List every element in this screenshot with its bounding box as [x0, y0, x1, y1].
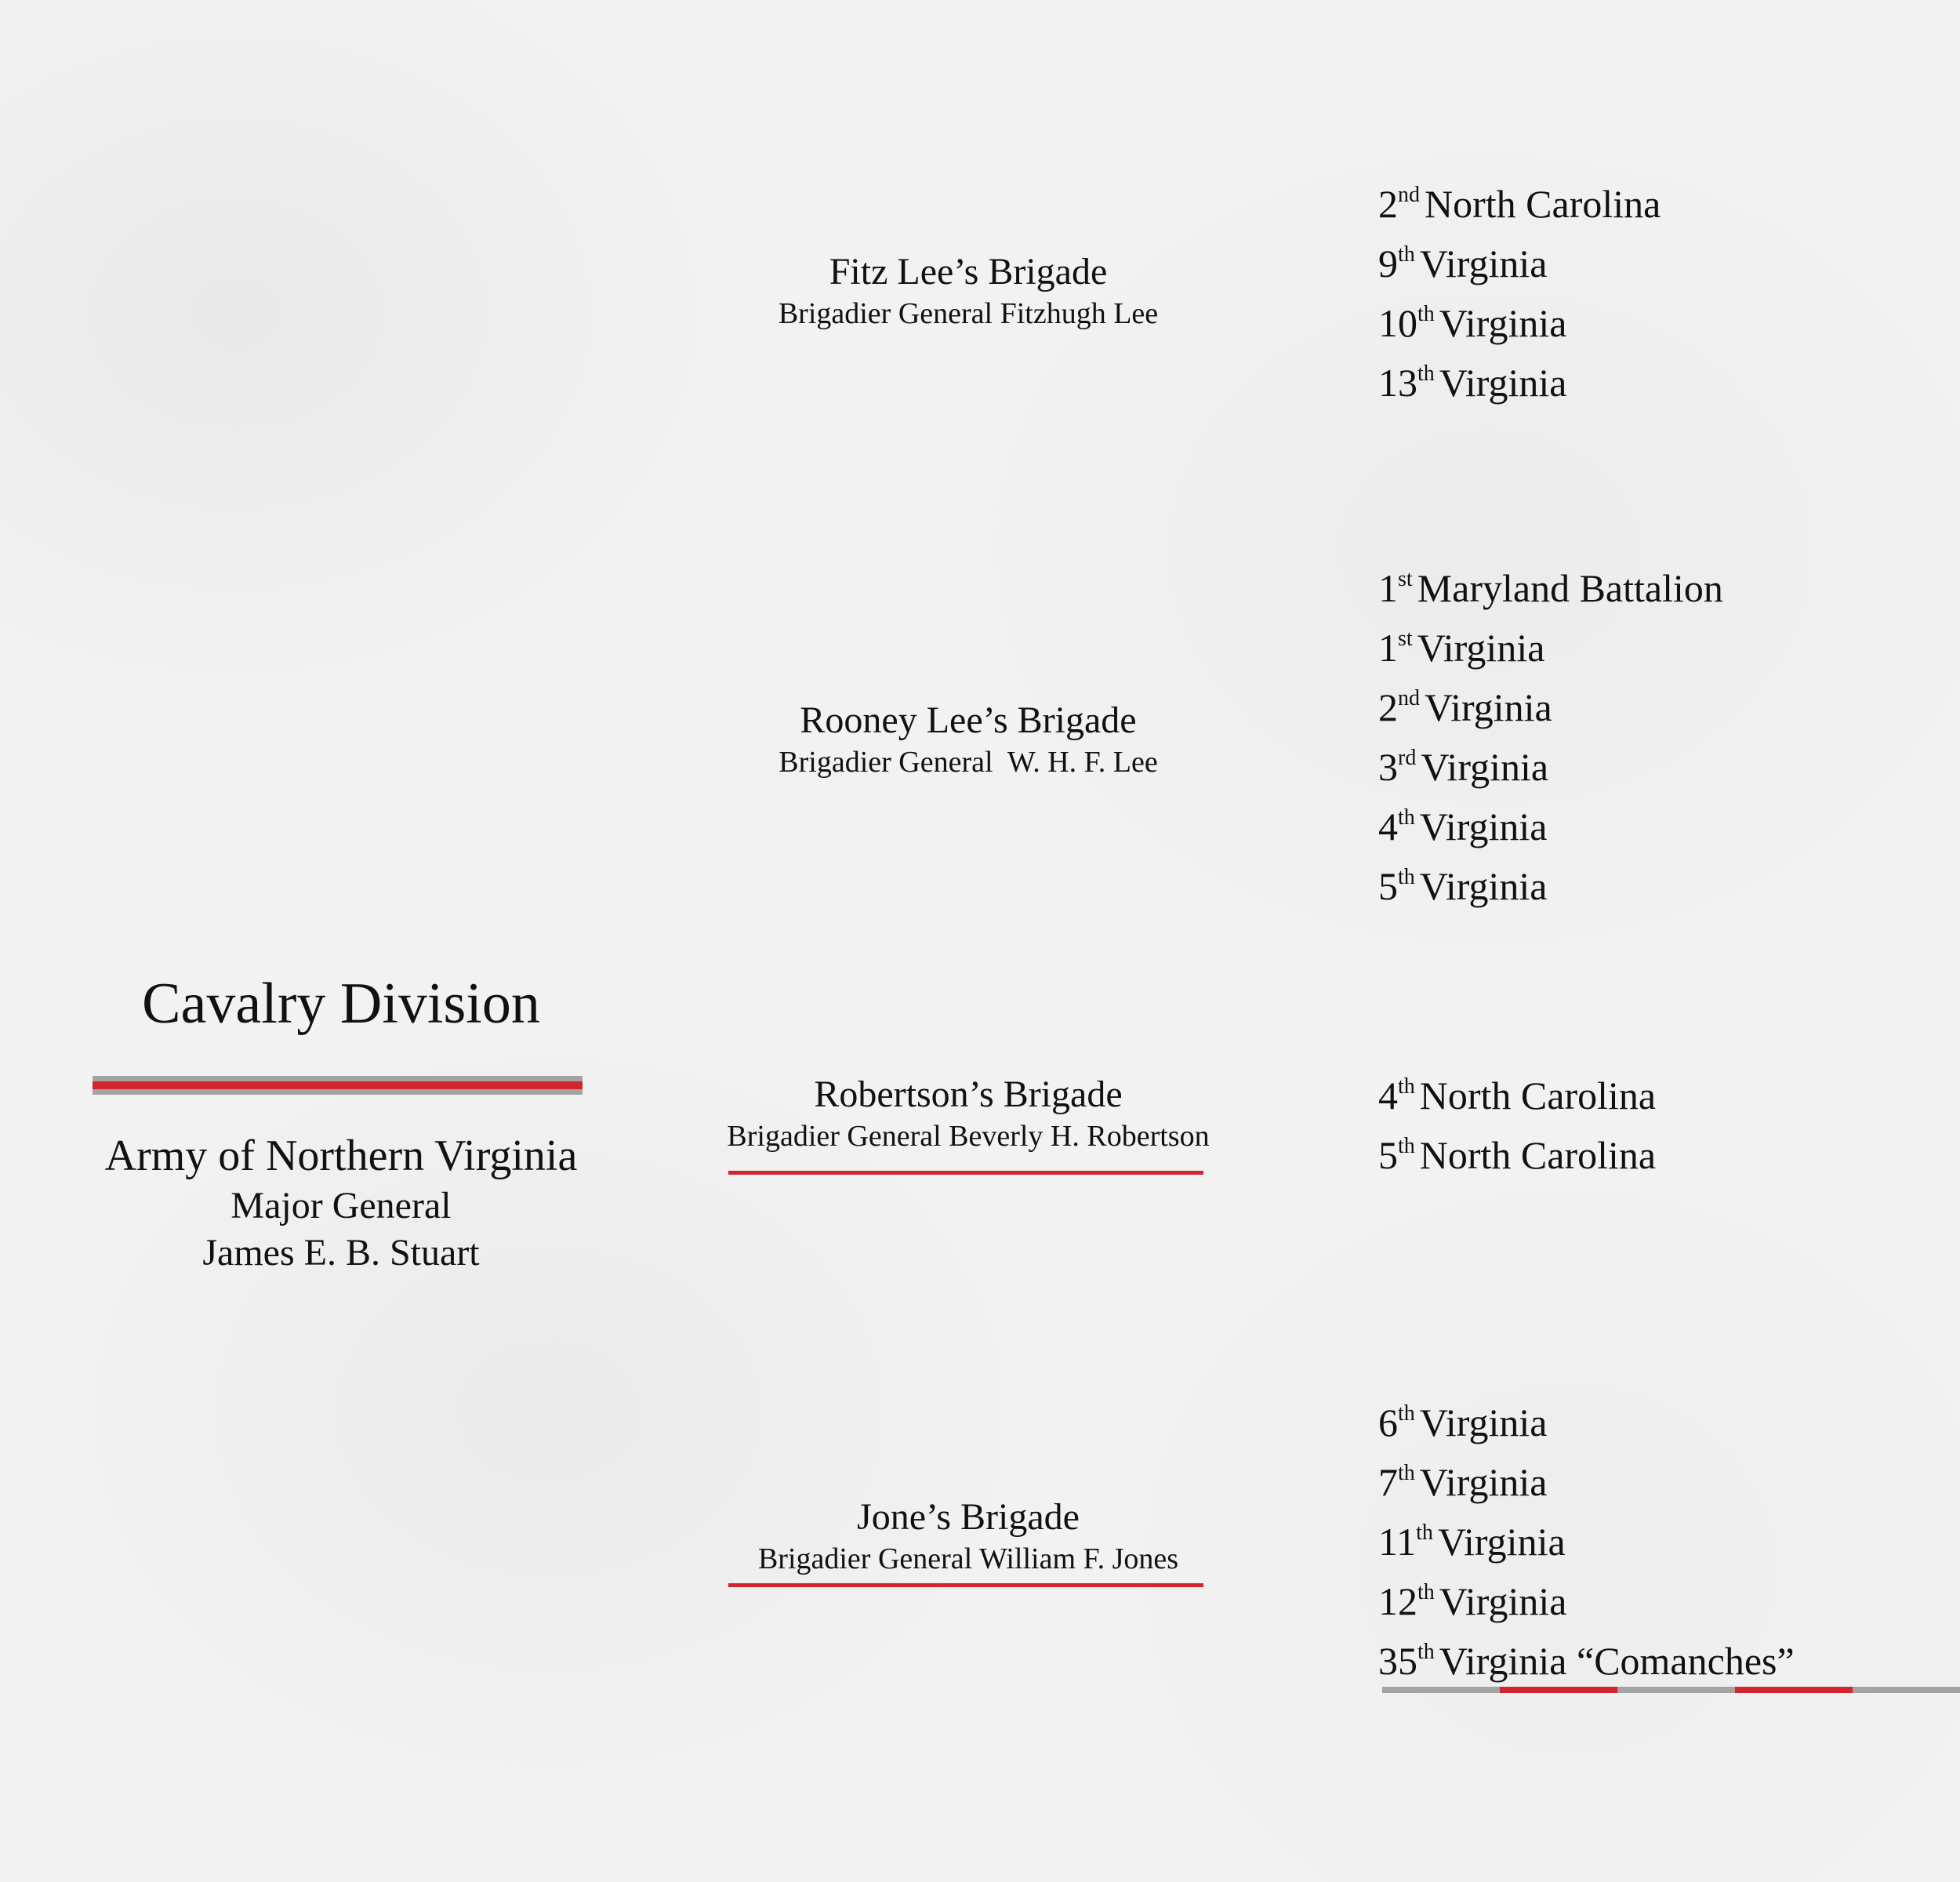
brigade-name: Rooney Lee’s Brigade — [800, 699, 1137, 741]
regiment-item: 7th Virginia — [1378, 1460, 1548, 1504]
brigade-underline — [728, 1171, 1203, 1175]
regiment-item: 12th Virginia — [1378, 1579, 1567, 1623]
regiment-item: 6th Virginia — [1378, 1401, 1548, 1444]
brigade-jones — [655, 1495, 1282, 1578]
division-commander-rank: Major General — [230, 1185, 452, 1226]
brigade-name: Robertson’s Brigade — [814, 1074, 1123, 1115]
bottom-accent-rule — [1382, 1687, 1960, 1693]
regiment-item: 3rd Virginia — [1378, 745, 1549, 789]
regiment-item: 1st Maryland Battalion — [1378, 566, 1723, 610]
regiment-item: 1st Virginia — [1378, 626, 1545, 670]
regiment-item: 2nd North Carolina — [1378, 182, 1661, 226]
regiment-item: 10th Virginia — [1378, 301, 1567, 345]
brigade-commander: Brigadier General Fitzhugh Lee — [778, 297, 1159, 330]
regiment-list-robertson — [1378, 1066, 1958, 1185]
brigade-rooney-lee — [655, 698, 1282, 781]
brigade-commander: Brigadier General William F. Jones — [757, 1542, 1179, 1575]
regiment-list-fitz-lee — [1378, 174, 1958, 412]
brigade-commander: Brigadier General Beverly H. Robertson — [727, 1120, 1210, 1153]
division-commander-name: James E. B. Stuart — [202, 1232, 480, 1273]
division-title: Cavalry Division — [142, 972, 540, 1036]
brigade-fitz-lee — [655, 249, 1282, 332]
regiment-item: 11th Virginia — [1378, 1520, 1566, 1564]
brigade-commander: Brigadier General W. H. F. Lee — [779, 746, 1158, 779]
brigade-name: Fitz Lee’s Brigade — [829, 251, 1108, 292]
regiment-list-rooney-lee — [1378, 558, 1958, 916]
brigade-robertson — [655, 1072, 1282, 1155]
army-name: Army of Northern Virginia — [104, 1132, 578, 1180]
regiment-list-jones — [1378, 1393, 1958, 1691]
regiment-item: 4th Virginia — [1378, 805, 1548, 848]
regiment-item: 13th Virginia — [1378, 361, 1567, 405]
division-divider — [93, 1076, 583, 1095]
regiment-item: 9th Virginia — [1378, 242, 1548, 285]
regiment-item: 4th North Carolina — [1378, 1074, 1657, 1117]
regiment-item: 2nd Virginia — [1378, 685, 1552, 729]
regiment-item: 35th Virginia “Comanches” — [1378, 1639, 1795, 1683]
brigade-underline — [728, 1583, 1203, 1587]
regiment-item: 5th Virginia — [1378, 864, 1548, 908]
regiment-item: 5th North Carolina — [1378, 1133, 1657, 1177]
brigade-name: Jone’s Brigade — [857, 1496, 1080, 1538]
